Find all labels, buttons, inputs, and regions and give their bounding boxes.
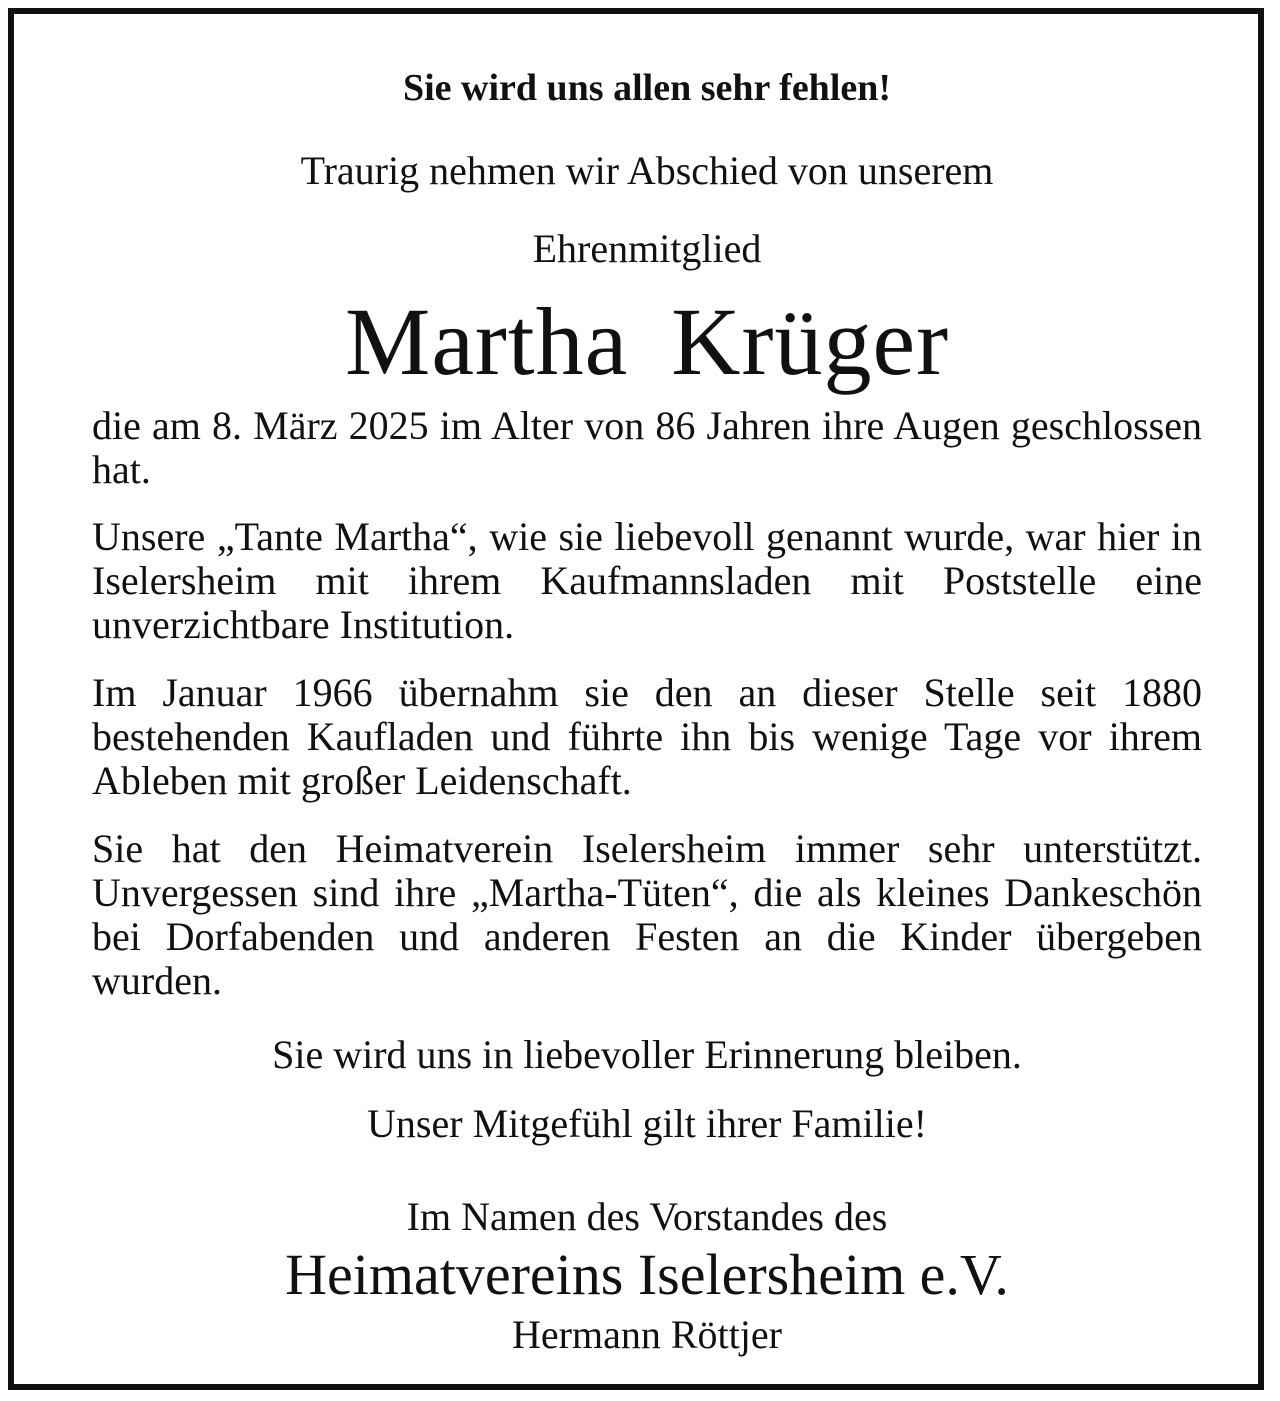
signature-intro: Im Namen des Vorstandes des — [406, 1194, 888, 1239]
paragraph-support: Sie hat den Heimatverein Iselersheim immer sehr unterstützt. Unvergessen sind ihre „Martha-Tüten“, die als kleines Dankeschön bei Dorfabenden und anderen Festen an die Kinder übergeben wurden. — [92, 826, 1202, 1003]
obituary-frame — [8, 8, 1264, 1390]
closing-line-memory: Sie wird uns in liebevoller Erinnerung bleiben. — [272, 1032, 1022, 1077]
signature-person: Hermann Röttjer — [512, 1312, 782, 1357]
headline: Sie wird uns allen sehr fehlen! — [402, 67, 892, 109]
signature-organization: Heimatvereins Iselersheim e.V. — [285, 1242, 1009, 1307]
paragraph-history: Im Januar 1966 übernahm sie den an dieser Stelle seit 1880 bestehenden Kaufladen und führte ihn bis wenige Tage vor ihrem Ableben mit großer Leidenschaft. — [92, 670, 1202, 803]
intro-line: Traurig nehmen wir Abschied von unserem — [300, 148, 994, 193]
paragraph-shop: Unsere „Tante Martha“, wie sie liebevoll genannt wurde, war hier in Iselersheim mit ihrem Kaufmannsladen mit Poststelle eine unverzichtbare Institution. — [92, 514, 1202, 647]
paragraph-death-notice: die am 8. März 2025 im Alter von 86 Jahren ihre Augen geschlossen hat. — [92, 403, 1202, 492]
honorific-title: Ehrenmitglied — [532, 226, 762, 271]
closing-line-sympathy: Unser Mitgefühl gilt ihrer Familie! — [367, 1101, 927, 1146]
deceased-name: Martha Krüger — [344, 288, 950, 395]
